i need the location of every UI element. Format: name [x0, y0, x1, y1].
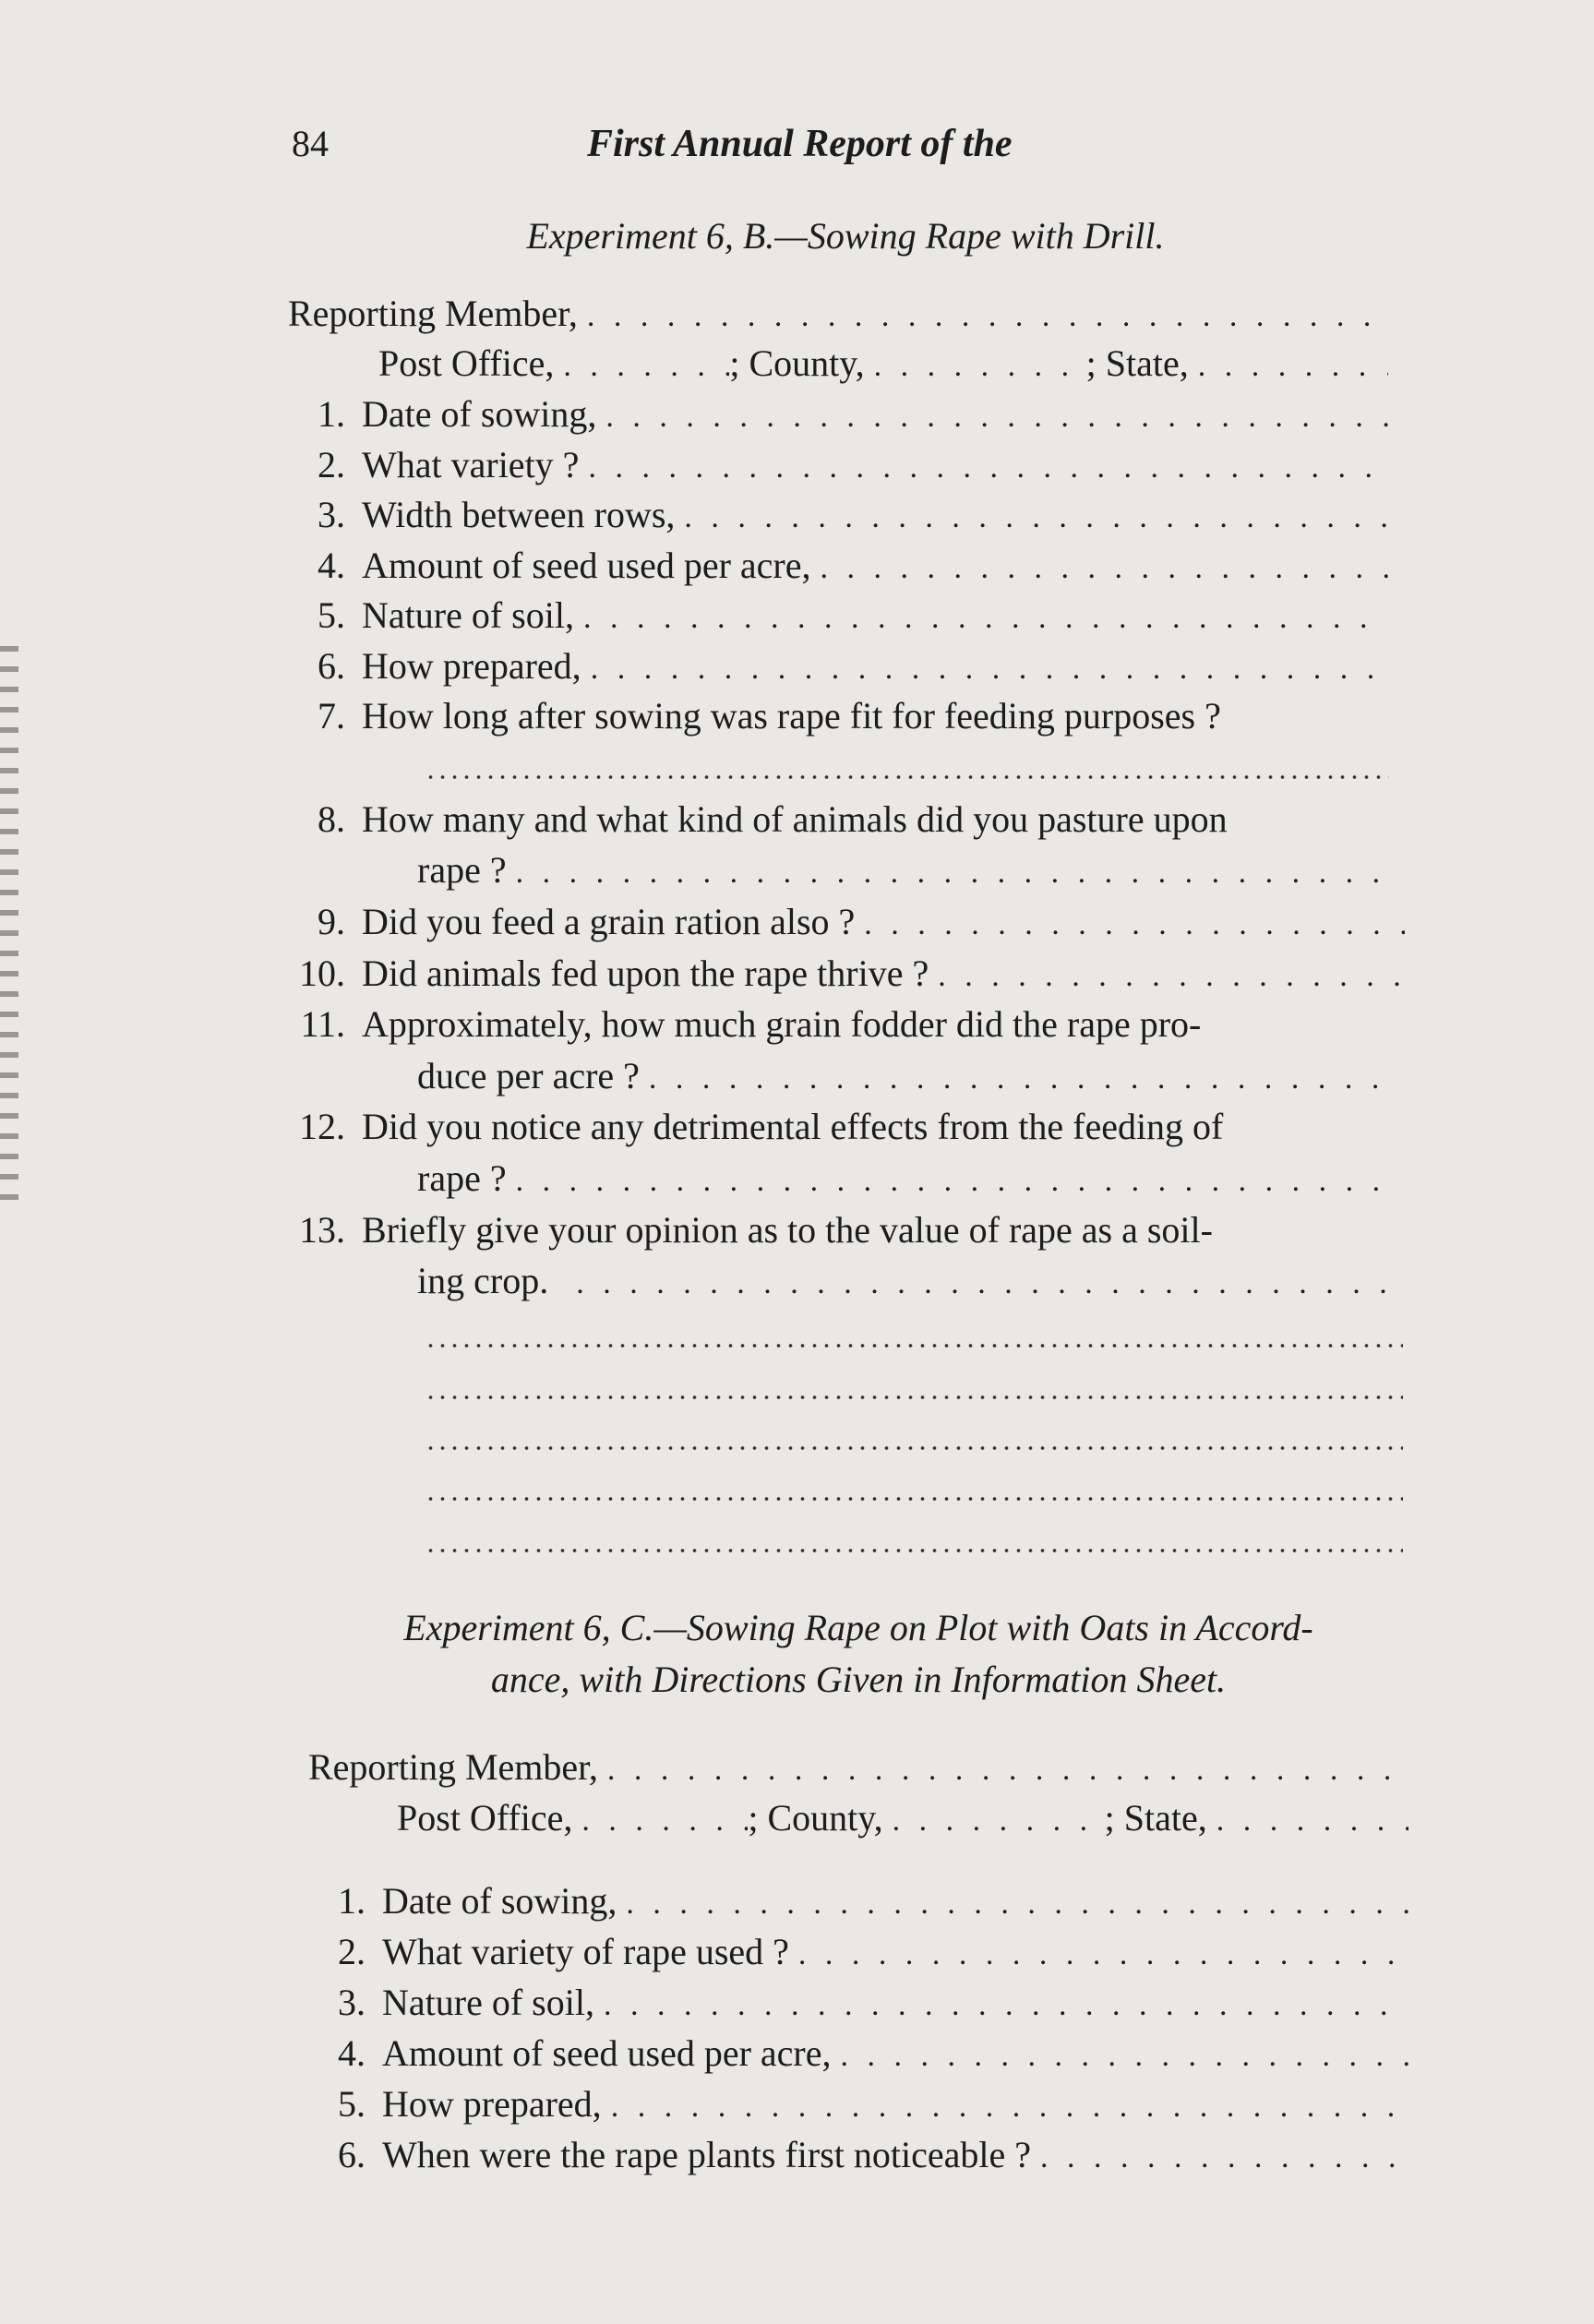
exp-b-item-8 — [288, 797, 1405, 844]
item-label: Approximately, how much grain fodder did the rape pro- — [362, 1003, 1202, 1045]
item-label: How many and what kind of animals did you pasture upon — [362, 798, 1228, 840]
answer-line — [425, 1336, 1403, 1355]
item-label-continued: rape ? — [417, 1157, 507, 1199]
item-number: 5. — [318, 594, 345, 636]
item-label: How long after sowing was rape fit for feeding purposes ? — [362, 695, 1221, 737]
fill-line — [820, 551, 1388, 586]
exp-b-item-11 — [288, 1002, 1405, 1048]
running-title: First Annual Report of the — [587, 123, 1013, 165]
reporting-member-label: Reporting Member, — [308, 1746, 598, 1788]
item-label: Nature of soil, — [362, 594, 574, 636]
item-label: Date of sowing, — [382, 1880, 617, 1922]
item-number: 7. — [318, 695, 345, 737]
experiment-c-title-line1: Experiment 6, C.—Sowing Rape on Plot with Oats in Accord- — [403, 1607, 1313, 1648]
fill-line — [1216, 1803, 1408, 1839]
item-number: 6. — [338, 2134, 366, 2175]
fill-line — [864, 907, 1405, 942]
item-label: How prepared, — [362, 645, 581, 687]
item-label: Date of sowing, — [362, 393, 597, 435]
fill-line — [581, 1803, 748, 1839]
page-number: 84 — [292, 123, 329, 164]
item-number: 2. — [318, 444, 345, 485]
fill-line — [563, 349, 729, 384]
item-number: 1. — [318, 393, 345, 435]
item-label-continued: rape ? — [417, 849, 507, 891]
fill-line — [576, 1266, 1399, 1301]
fill-line — [516, 856, 1388, 891]
item-label-continued: duce per acre ? — [417, 1055, 640, 1096]
fill-line — [605, 400, 1388, 435]
fill-line — [588, 450, 1388, 485]
item-number: 1. — [338, 1880, 366, 1922]
answer-line — [425, 1439, 1403, 1457]
experiment-b-title: Experiment 6, B.—Sowing Rape with Drill. — [526, 215, 1165, 257]
fill-line — [516, 1164, 1399, 1199]
answer-line — [425, 1541, 1403, 1560]
item-number: 10. — [299, 952, 345, 994]
item-label: What variety of rape used ? — [382, 1931, 789, 1972]
exp-c-item-6 — [308, 2133, 1408, 2179]
fill-line — [583, 601, 1388, 636]
item-label: Amount of seed used per acre, — [362, 545, 811, 586]
fill-line — [684, 500, 1388, 535]
fill-line — [798, 1937, 1408, 1972]
exp-c-item-1 — [308, 1879, 1408, 1925]
fill-line — [874, 349, 1086, 384]
county-label: ; County, — [729, 342, 865, 384]
answer-line — [425, 768, 1389, 786]
item-number: 11. — [300, 1003, 345, 1045]
state-label: ; State, — [1104, 1797, 1207, 1839]
item-number: 8. — [318, 798, 345, 840]
exp-b-item-8-cont — [417, 848, 1388, 894]
fill-line — [1198, 349, 1388, 384]
item-label: What variety ? — [362, 444, 580, 485]
exp-b-item-7 — [288, 694, 1405, 740]
exp-b-item-12-cont — [417, 1156, 1399, 1203]
exp-c-item-4 — [308, 2031, 1408, 2078]
exp-b-reporting-member — [288, 292, 1388, 338]
item-number: 9. — [318, 901, 345, 942]
item-number: 5. — [338, 2083, 366, 2125]
exp-b-item-10 — [288, 952, 1405, 998]
item-label: Did you feed a grain ration also ? — [362, 901, 856, 942]
exp-b-item-11-cont — [417, 1054, 1388, 1100]
item-label: Did you notice any detrimental effects from the feeding of — [362, 1106, 1224, 1147]
exp-c-item-3 — [308, 1981, 1408, 2027]
item-number: 4. — [338, 2032, 366, 2074]
fill-line — [938, 959, 1405, 994]
item-label: Did animals fed upon the rape thrive ? — [362, 952, 929, 994]
item-label: Nature of soil, — [382, 1982, 594, 2023]
exp-b-item-12 — [288, 1105, 1405, 1151]
post-office-label: Post Office, — [397, 1797, 573, 1839]
exp-b-item-1 — [288, 392, 1388, 438]
reporting-member-label: Reporting Member, — [288, 293, 578, 334]
exp-b-item-6 — [288, 644, 1388, 690]
fill-line — [893, 1803, 1105, 1839]
post-office-label: Post Office, — [378, 342, 555, 384]
fill-line — [607, 1753, 1408, 1788]
item-number: 12. — [299, 1106, 345, 1147]
exp-b-item-13 — [288, 1208, 1405, 1254]
exp-b-item-2 — [288, 443, 1388, 489]
exp-c-item-5 — [308, 2082, 1408, 2128]
exp-c-address-line — [397, 1796, 1408, 1842]
item-number: 3. — [338, 1982, 366, 2023]
item-number: 3. — [318, 494, 345, 535]
answer-line — [425, 1388, 1403, 1407]
item-label: How prepared, — [382, 2083, 602, 2125]
page-header — [292, 122, 1399, 177]
exp-b-address-line — [378, 341, 1388, 388]
exp-b-item-5 — [288, 593, 1388, 640]
item-label-continued: ing crop. — [417, 1260, 549, 1301]
exp-c-item-2 — [308, 1930, 1408, 1976]
item-label: Briefly give your opinion as to the value of rape as a soil- — [362, 1209, 1213, 1251]
fill-line — [626, 1887, 1408, 1922]
exp-b-item-4 — [288, 544, 1388, 590]
item-label: Amount of seed used per acre, — [382, 2032, 832, 2074]
item-number: 2. — [338, 1931, 366, 1972]
fill-line — [649, 1061, 1388, 1096]
binding-gutter — [0, 646, 18, 1200]
exp-b-item-3 — [288, 493, 1388, 539]
fill-line — [1040, 2140, 1408, 2175]
answer-line — [425, 1490, 1403, 1508]
fill-line — [587, 299, 1388, 334]
exp-b-item-9 — [288, 900, 1405, 946]
item-number: 6. — [318, 645, 345, 687]
item-number: 4. — [318, 545, 345, 586]
fill-line — [591, 652, 1388, 687]
county-label: ; County, — [748, 1797, 883, 1839]
exp-b-item-13-cont — [417, 1259, 1399, 1305]
fill-line — [611, 2090, 1408, 2125]
item-label: Width between rows, — [362, 494, 676, 535]
fill-line — [840, 2039, 1408, 2074]
state-label: ; State, — [1085, 342, 1189, 384]
item-label: When were the rape plants first noticeable ? — [382, 2134, 1032, 2175]
item-number: 13. — [299, 1209, 345, 1251]
exp-c-reporting-member — [308, 1745, 1408, 1791]
fill-line — [604, 1988, 1408, 2023]
experiment-c-title-line2: ance, with Directions Given in Information Sheet. — [490, 1659, 1227, 1700]
